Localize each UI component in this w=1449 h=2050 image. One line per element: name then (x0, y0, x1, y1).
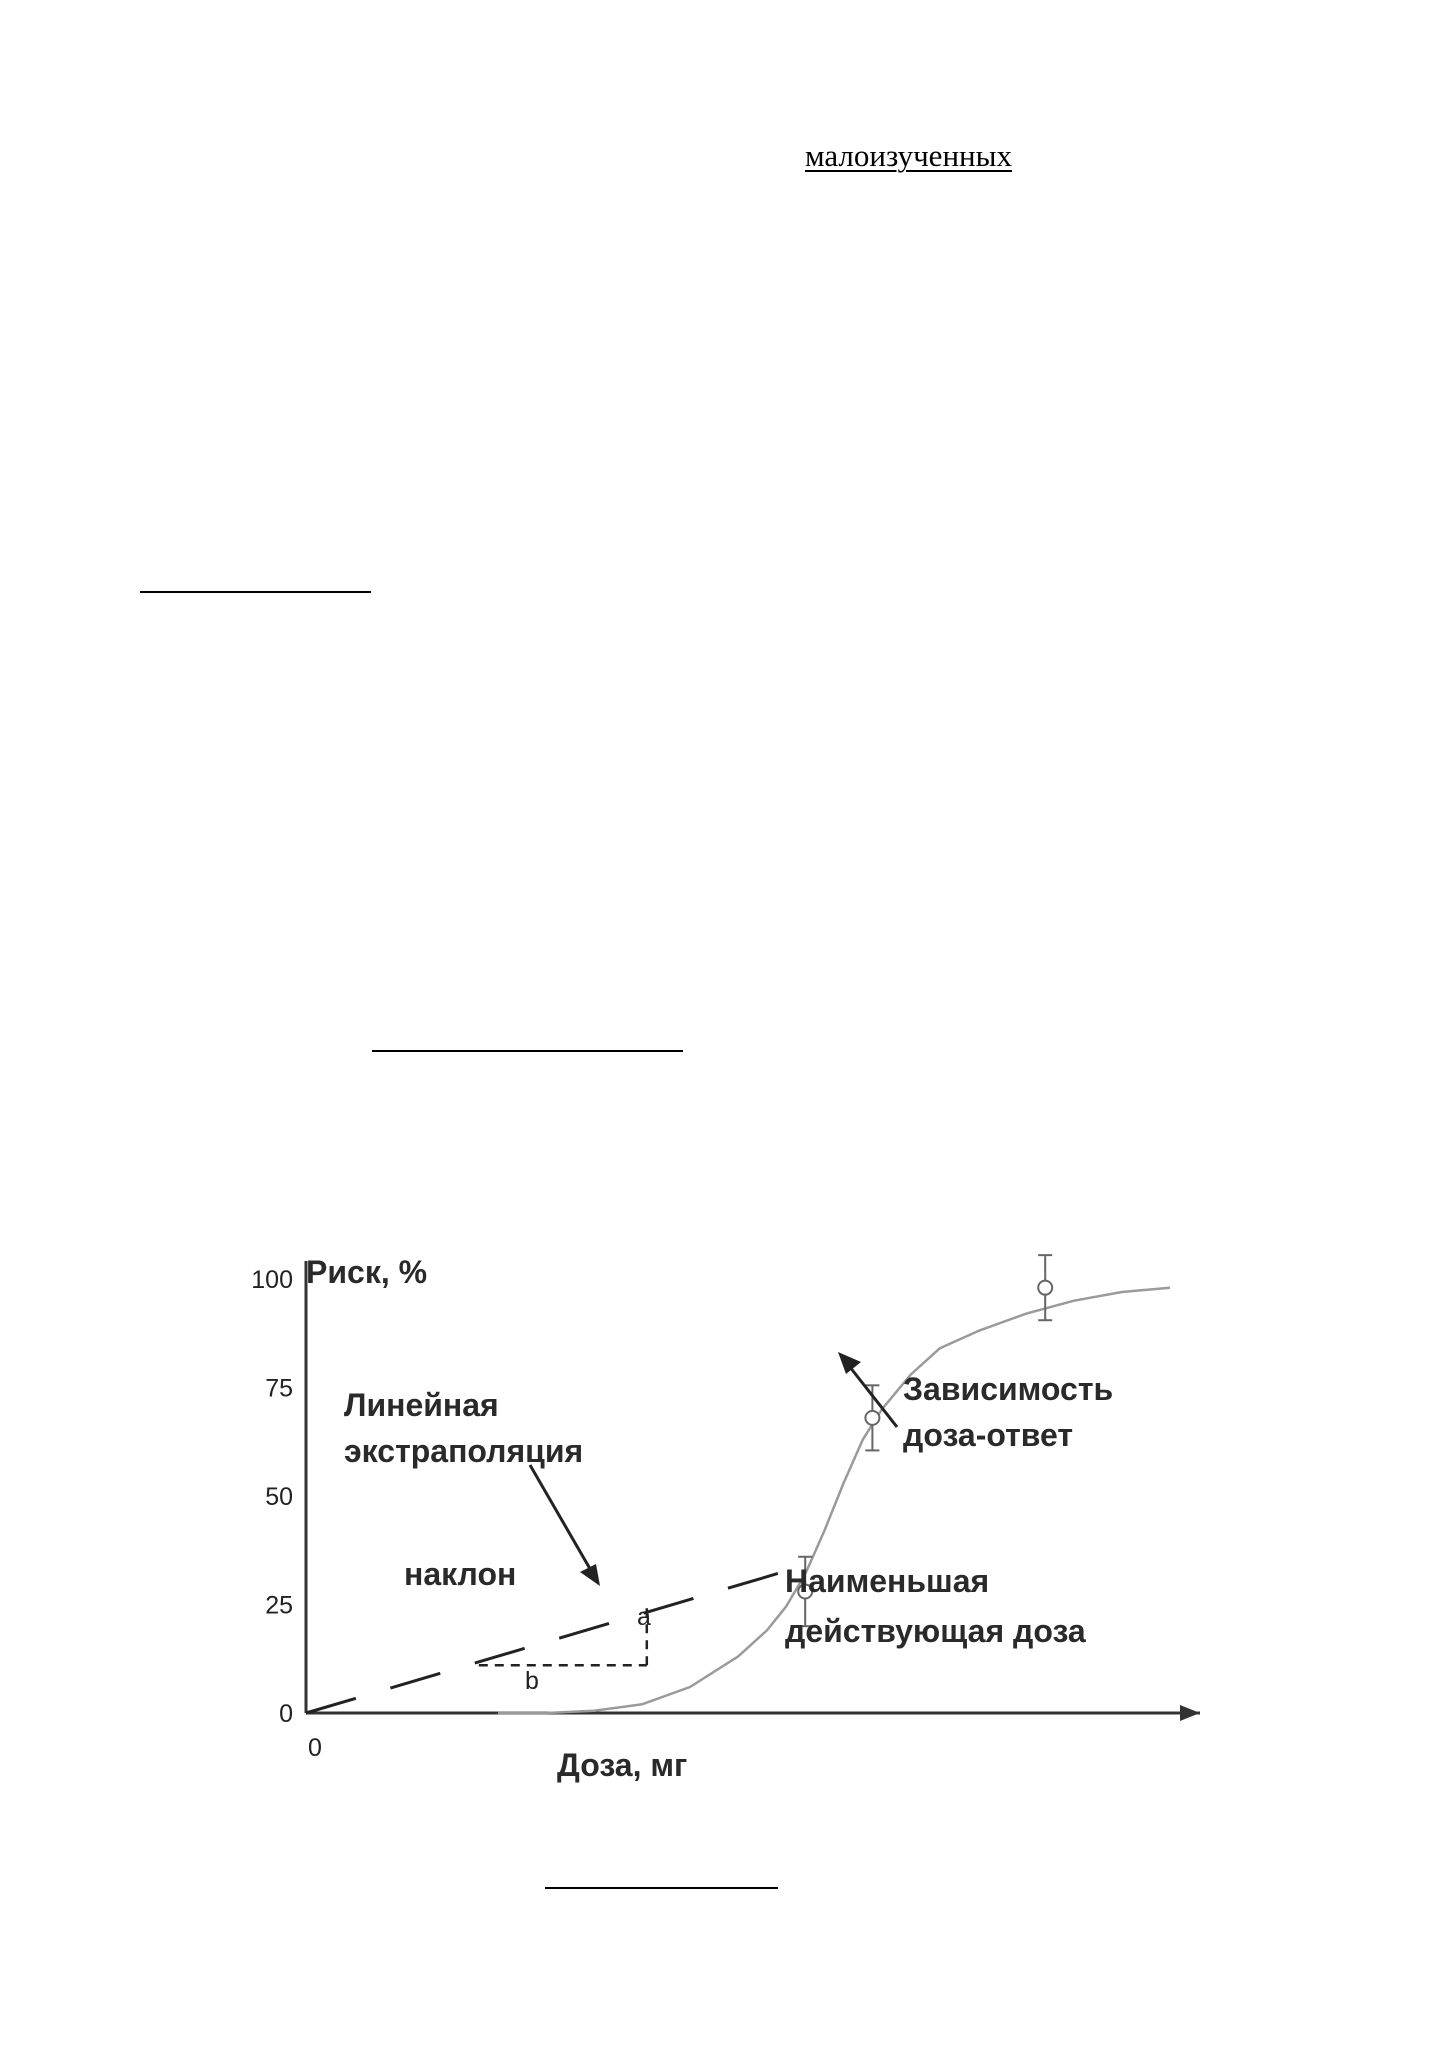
series-line-linear-extrapolation (306, 1565, 805, 1713)
annotation-linear-extrapolation-line1: Линейная (344, 1387, 499, 1423)
y-tick-label: 50 (265, 1483, 293, 1511)
data-point-marker (1038, 1281, 1052, 1295)
series (306, 1288, 1170, 1713)
y-tick-label: 75 (265, 1374, 293, 1403)
data-point-marker (865, 1411, 879, 1425)
annotation-dose-response-line1: Зависимость (903, 1371, 1114, 1407)
annotation-slope: наклон (404, 1556, 517, 1592)
slope-label-a: a (637, 1603, 651, 1631)
slope-label-b: b (525, 1667, 539, 1695)
annotation-arrows (530, 1352, 897, 1586)
arrow-head-dose-response (838, 1352, 861, 1374)
x-ticks (308, 1734, 322, 1762)
y-ticks (251, 1266, 293, 1728)
y-axis-label: Риск, % (306, 1254, 428, 1290)
underlined-word: малоизученных (805, 138, 1012, 173)
annotation-min-dose-line2: действующая доза (785, 1613, 1086, 1649)
y-tick-label: 100 (251, 1266, 293, 1294)
y-tick-label: 0 (279, 1700, 293, 1728)
arrow-head-linear-extrapolation (580, 1564, 600, 1586)
arrow-linear-extrapolation (530, 1465, 593, 1574)
annotation-dose-response-line2: доза-ответ (903, 1417, 1074, 1453)
series-line-dose-response (498, 1288, 1170, 1713)
annotation-linear-extrapolation-line2: экстраполяция (344, 1433, 584, 1469)
x-axis-label: Доза, мг (557, 1747, 688, 1783)
annotation-min-dose-line1: Наименьшая (785, 1563, 990, 1599)
x-tick-label: 0 (308, 1734, 322, 1762)
y-tick-label: 25 (265, 1591, 293, 1620)
axes (306, 1261, 1200, 1721)
